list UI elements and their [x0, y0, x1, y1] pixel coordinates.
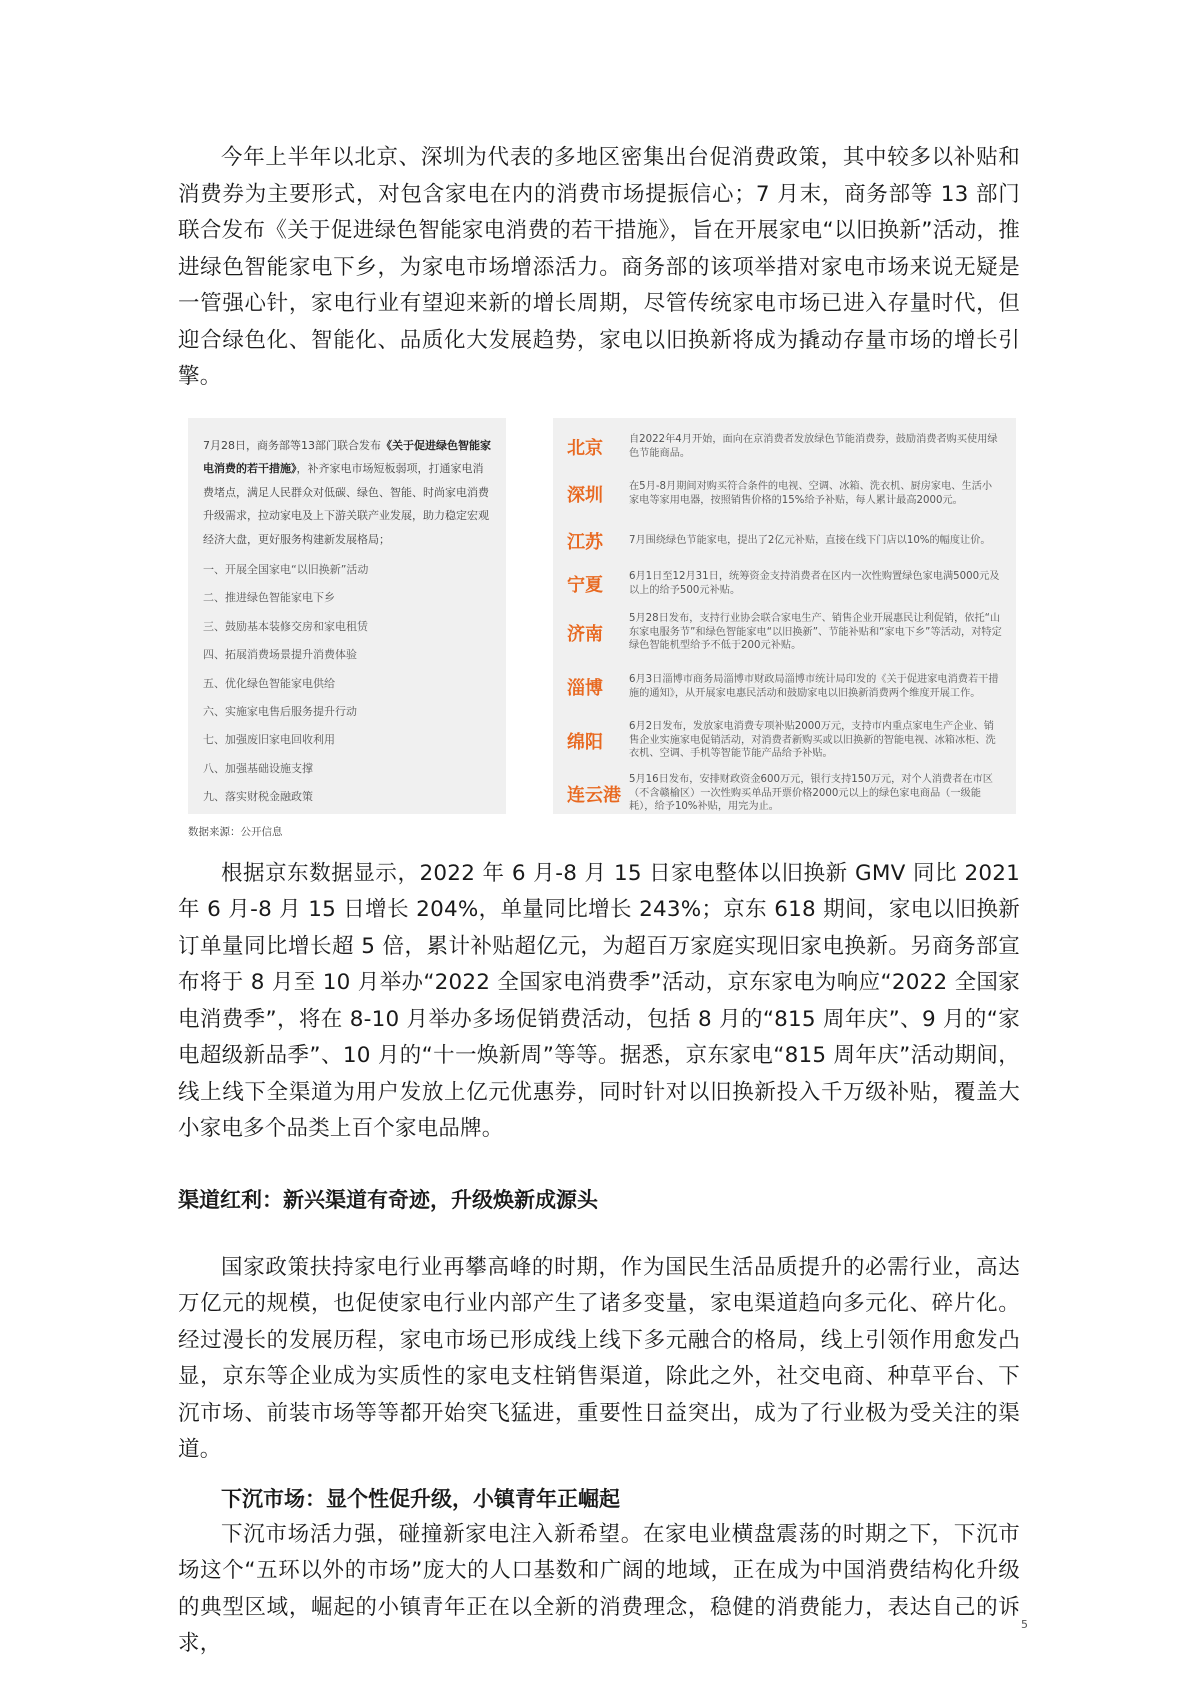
subsection-heading: 下沉市场：显个性促升级，小镇青年正崛起 — [221, 1486, 620, 1511]
figure-caption: 数据来源：公开信息 — [188, 825, 283, 838]
page-number: 5 — [1021, 1618, 1028, 1631]
regional-policies-panel — [553, 418, 1016, 814]
city-row-zibo — [567, 662, 1002, 712]
city-policy: 6月1日至12月31日，统筹资金支持消费者在区内一次性购置绿色家电满5000元及以上的给予500元补贴。 — [629, 571, 1000, 596]
city-name: 宁夏 — [567, 574, 603, 596]
measure-item: 三、鼓励基本装修交房和家电租赁 — [203, 619, 368, 633]
paragraph-jd-data: 根据京东数据显示，2022 年 6 月-8 月 15 日家电整体以旧换新 GMV 同比 2021 年 6 月-8 月 15 日增长 204%，单量同比增长 243%；京东 618 期间，家电以旧换新订单量同比增长超 5 倍，累计补贴超亿元，为超百万家庭实现旧家电换新。另商务部宣布将于 8 月至 10 月举办“2022 全国家电消费季”活动，京东家电为响应“2022 全国家电消费季”，将在 8-10 月举办多场促销费活动，包括 8 月的“815 周年庆”、9 月的“家电超级新品季”、10 月的“十一焕新周”等等。据悉，京东家电“815 周年庆”活动期间，线上线下全渠道为用户发放上亿元优惠券，同时针对以旧换新投入千万级补贴，覆盖大小家电多个品类上百个家电品牌。 — [178, 860, 1020, 1141]
paragraph-channels: 国家政策扶持家电行业再攀高峰的时期，作为国民生活品质提升的必需行业，高达万亿元的规模，也促使家电行业内部产生了诸多变量，家电渠道趋向多元化、碎片化。经过漫长的发展历程，家电市场已形成线上线下多元融合的格局，线上引领作用愈发凸显，京东等企业成为实质性的家电支柱销售渠道，除此之外，社交电商、种草平台、下沉市场、前装市场等等都开始突飞猛进，重要性日益突出，成为了行业极为受关注的渠道。 — [178, 1254, 1020, 1462]
city-policy: 5月16日发布，安排财政资金600万元，银行支持150万元，对个人消费者在市区（不含赣榆区）一次性购买单品开票价格2000元以上的绿色家电商品（一级能耗），给予10%补贴，用完为止。 — [629, 774, 993, 813]
city-row-shenzhen — [567, 470, 1002, 518]
measure-item: 二、推进绿色智能家电下乡 — [203, 591, 335, 605]
section-heading: 渠道红利：新兴渠道有奇迹，升级焕新成源头 — [178, 1187, 598, 1212]
measure-item: 五、优化绿色智能家电供给 — [203, 676, 335, 690]
city-name: 连云港 — [567, 784, 621, 806]
city-name: 江苏 — [567, 531, 603, 553]
city-policy: 6月2日发布，发放家电消费专项补贴2000万元，支持市内重点家电生产企业、销售企业实施家电促销活动，对消费者新购买或以旧换新的智能电视、冰箱冰柜、洗衣机、空调、手机等智能节能产品给予补贴。 — [629, 721, 996, 760]
national-measures-panel — [188, 418, 506, 814]
city-name: 绵阳 — [567, 731, 603, 753]
city-row-ningxia — [567, 564, 1002, 604]
city-policy: 7月围绕绿色节能家电，提出了2亿元补贴，直接在线下门店以10%的幅度让价。 — [629, 534, 991, 546]
city-row-jinan — [567, 608, 1002, 658]
measures-list — [203, 556, 492, 812]
city-name: 淄博 — [567, 677, 603, 699]
city-row-beijing — [567, 428, 1002, 466]
paragraph-lower-tier-markets: 下沉市场活力强，碰撞新家电注入新希望。在家电业横盘震荡的时期之下，下沉市场这个“五环以外的市场”庞大的人口基数和广阔的地域，正在成为中国消费结构化升级的典型区域，崛起的小镇青年正在以全新的消费理念，稳健的消费能力，表达自己的诉求， — [178, 1521, 1020, 1656]
measure-item: 九、落实财税金融政策 — [203, 790, 313, 804]
measure-item: 七、加强废旧家电回收利用 — [203, 733, 335, 747]
city-name: 北京 — [567, 437, 603, 459]
measures-intro: 7月28日，商务部等13部门联合发布《关于促进绿色智能家电消费的若干措施》，补齐家电市场短板弱项，打通家电消费堵点，满足人民群众对低碳、绿色、智能、时尚家电消费升级需求，拉动家电及上下游关联产业发展，助力稳定宏观经济大盘，更好服务构建新发展格局； — [203, 438, 491, 546]
city-policy: 自2022年4月开始，面向在京消费者发放绿色节能消费券，鼓励消费者购买使用绿色节能商品。 — [629, 434, 998, 459]
measure-item: 六、实施家电售后服务提升行动 — [203, 705, 357, 719]
city-policy: 在5月-8月期间对购买符合条件的电视、空调、冰箱、洗衣机、厨房家电、生活小家电等家用电器，按照销售价格的15%给予补贴，每人累计最高2000元。 — [629, 481, 993, 506]
policy-figure — [178, 418, 1020, 838]
city-policy: 5月28日发布，支持行业协会联合家电生产、销售企业开展惠民让利促销，依托“山东家电服务节”和绿色智能家电“以旧换新”、节能补贴和“家电下乡”等活动，对特定绿色智能机型给予不低于200元补贴。 — [629, 613, 1002, 652]
city-row-mianyang — [567, 716, 1002, 766]
city-name: 济南 — [567, 623, 603, 645]
measure-item: 一、开展全国家电“以旧换新”活动 — [203, 563, 369, 576]
paragraph-policy-intro: 今年上半年以北京、深圳为代表的多地区密集出台促消费政策，其中较多以补贴和消费券为主要形式，对包含家电在内的消费市场提振信心；7 月末，商务部等 13 部门联合发布《关于促进绿色智能家电消费的若干措施》，旨在开展家电“以旧换新”活动，推进绿色智能家电下乡，为家电市场增添活力。商务部的该项举措对家电市场来说无疑是一管强心针，家电行业有望迎来新的增长周期，尽管传统家电市场已进入存量时代，但迎合绿色化、智能化、品质化大发展趋势，家电以旧换新将成为撬动存量市场的增长引擎。 — [178, 145, 1020, 389]
city-name: 深圳 — [567, 484, 603, 506]
policy-title: 《关于促进绿色智能家电消费的若干措施》 — [203, 438, 491, 475]
city-row-jiangsu — [567, 522, 1002, 560]
measure-item: 四、拓展消费场景提升消费体验 — [203, 648, 357, 662]
measure-item: 八、加强基础设施支撑 — [203, 761, 313, 775]
city-policy: 6月3日淄博市商务局淄博市财政局淄博市统计局印发的《关于促进家电消费若干措施的通知》，从开展家电惠民活动和鼓励家电以旧换新消费两个维度开展工作。 — [629, 674, 999, 699]
document-page — [178, 140, 1020, 1663]
city-row-lianyungang — [567, 770, 1002, 818]
